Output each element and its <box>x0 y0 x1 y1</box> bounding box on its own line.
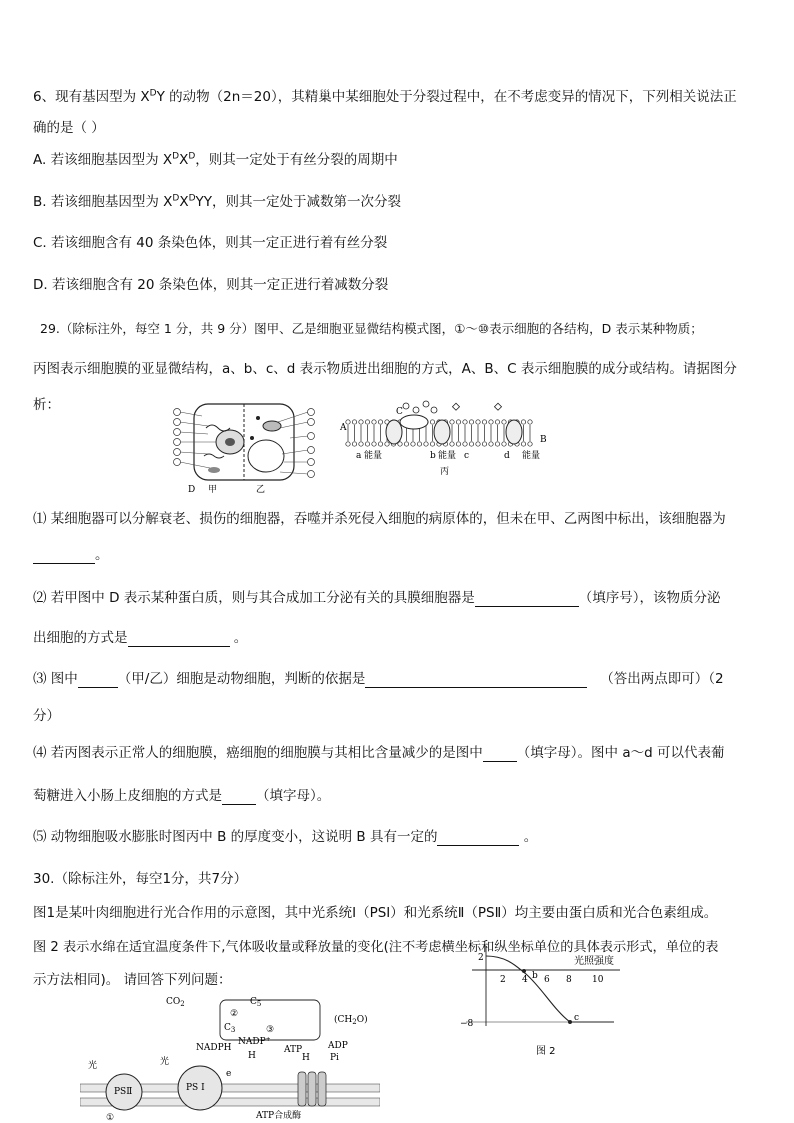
fig1-nadp: NADP+ <box>238 1036 271 1047</box>
fig1-adp: ADP <box>328 1041 348 1051</box>
q30-text-line1: 图1是某叶肉细胞进行光合作用的示意图，其中光系统Ⅰ（PSI）和光系统Ⅱ（PSⅡ）均主要由蛋白质和光合色素组成。 <box>33 905 718 921</box>
answer-blank-4[interactable] <box>78 673 118 688</box>
phospholipid-head <box>456 442 460 446</box>
fig1-atp: ATP <box>284 1045 303 1055</box>
q30-text-line3: 示方法相同)。 请回答下列问题： <box>33 972 232 988</box>
fig1-electron: e <box>226 1069 232 1079</box>
phospholipid-head <box>430 442 434 446</box>
fig2-x-tick: 8 <box>566 975 572 985</box>
phospholipid-head <box>469 420 473 424</box>
q6-option-c: C. 若该细胞含有 40 条染色体，则其一定正进行着有丝分裂 <box>33 235 388 251</box>
fig1-ps1: PS Ⅰ <box>186 1083 205 1093</box>
cell-structure-figure <box>168 398 328 496</box>
phospholipid-head <box>476 420 480 424</box>
q29-part1-line1: ⑴ 某细胞器可以分解衰老、损伤的细胞器，吞噬并杀死侵入细胞的病原体的，但未在甲、乙两图中标出，该细胞器为 <box>33 511 726 527</box>
phospholipid-head <box>476 442 480 446</box>
phospholipid-head <box>359 420 363 424</box>
fig2-x-tick: 2 <box>500 975 506 985</box>
fig2-point-c: c <box>574 1013 580 1023</box>
phospholipid-head <box>378 420 382 424</box>
fig1-h-2: H <box>302 1053 310 1063</box>
q29-part4-line2: 萄糖进入小肠上皮细胞的方式是 （填字母）。 <box>33 788 331 804</box>
q6-stem-line1: 6、现有基因型为 $X^DY$ 的动物（2n＝20），其精巢中某细胞处于分裂过程中，在不考虑变异的情况下，下列相关说法正 <box>33 88 737 105</box>
phospholipid-head <box>489 420 493 424</box>
fig2-x-tick: 6 <box>544 975 550 985</box>
fig2-y-bottom: −8 <box>460 1019 474 1029</box>
phospholipid-head <box>502 442 506 446</box>
q29-part2-line1: ⑵ 若甲图中 D 表示某种蛋白质，则与其合成加工分泌有关的具膜细胞器是 （填序号），该物质分泌 <box>33 590 721 606</box>
phospholipid-head <box>528 420 532 424</box>
phospholipid-head <box>463 442 467 446</box>
phospholipid-head <box>372 442 376 446</box>
answer-blank-8[interactable] <box>437 831 519 846</box>
cell-label-d: D <box>188 485 196 495</box>
membrane-energy-1: 能量 <box>364 451 383 461</box>
q29-part3-line2: 分） <box>33 708 60 724</box>
fig1-pi: Pi <box>330 1053 339 1063</box>
figure-2-graph <box>456 942 626 1058</box>
q29-part2-line2: 出细胞的方式是 。 <box>33 630 248 646</box>
fig1-nadph: NADPH <box>196 1043 232 1053</box>
cell-label-yi: 乙 <box>256 485 266 495</box>
fig1-ch2o: $(CH_2O)$ <box>334 1015 368 1026</box>
phospholipid-head <box>365 420 369 424</box>
q29-intro-line1: 29.（除标注外，每空 1 分，共 9 分）图甲、乙是细胞亚显微结构模式图，①～⑩表示细胞的各结构，D 表示某种物质； <box>40 321 703 336</box>
phospholipid-head <box>521 442 525 446</box>
q29-part5: ⑸ 动物细胞吸水膨胀时图丙中 B 的厚度变小，这说明 B 具有一定的 。 <box>33 829 538 845</box>
phospholipid-head <box>456 420 460 424</box>
phospholipid-head <box>359 442 363 446</box>
fig1-atp-synthase: ATP合成酶 <box>256 1111 302 1121</box>
phospholipid-head <box>346 442 350 446</box>
fig1-light-2: 光 <box>160 1057 170 1067</box>
phospholipid-head <box>450 442 454 446</box>
cell-label-jia: 甲 <box>208 485 218 495</box>
phospholipid-head <box>352 442 356 446</box>
phospholipid-head <box>450 420 454 424</box>
phospholipid-head <box>430 420 434 424</box>
phospholipid-head <box>482 420 486 424</box>
membrane-energy-2: 能量 <box>438 451 457 461</box>
fig2-title: 图 2 <box>536 1046 556 1057</box>
q29-intro-line2: 丙图表示细胞膜的亚显微结构，a、b、c、d 表示物质进出细胞的方式，A、B、C 表示细胞膜的成分或结构。请据图分 <box>33 361 737 377</box>
fig1-step-2: ② <box>230 1009 239 1019</box>
membrane-label-d: d <box>504 451 510 461</box>
phospholipid-head <box>489 442 493 446</box>
answer-blank-6[interactable] <box>483 747 517 762</box>
answer-blank-5[interactable] <box>365 673 587 688</box>
membrane-label-A: A <box>340 423 347 433</box>
q29-part4-line1: ⑷ 若丙图表示正常人的细胞膜，癌细胞的细胞膜与其相比含量减少的是图中 （填字母）。图中 a～d 可以代表葡 <box>33 745 725 761</box>
phospholipid-head <box>463 420 467 424</box>
phospholipid-head <box>521 420 525 424</box>
phospholipid-head <box>417 442 421 446</box>
fig1-c5: $C_5$ <box>250 997 262 1008</box>
phospholipid-head <box>404 442 408 446</box>
q30-heading: 30.（除标注外，每空1分，共7分） <box>33 871 248 887</box>
membrane-label-B: B <box>540 435 547 445</box>
phospholipid-head <box>411 442 415 446</box>
q6-stem-line2: 确的是（ ） <box>33 120 105 136</box>
membrane-label-bing: 丙 <box>440 467 450 477</box>
phospholipid-head <box>385 442 389 446</box>
phospholipid-head <box>482 442 486 446</box>
q30-text-line2: 图 2 表示水绵在适宜温度条件下,气体吸收量或释放量的变化(注不考虑横坐标和纵坐标单位的具体表示形式，单位的表 <box>33 940 719 955</box>
answer-blank-1[interactable] <box>33 549 95 564</box>
q6-option-d: D. 若该细胞含有 20 条染色体，则其一定正进行着减数分裂 <box>33 277 389 293</box>
fig1-step-1: ① <box>106 1113 115 1123</box>
fig2-y-top: 2 <box>478 953 484 963</box>
q29-part3-line1: ⑶ 图中 （甲/乙）细胞是动物细胞，判断的依据是 （答出两点即可）（2 <box>33 671 724 687</box>
figure-1-photosynthesis <box>80 992 380 1123</box>
phospholipid-head <box>352 420 356 424</box>
fig2-x-tick: 4 <box>522 975 528 985</box>
fig1-step-3: ③ <box>266 1025 275 1035</box>
q6-option-b: B. 若该细胞基因型为 $X^DX^DYY$，则其一定处于减数第一次分裂 <box>33 193 402 210</box>
fig1-c3: $C_3$ <box>224 1023 236 1034</box>
answer-blank-7[interactable] <box>222 790 256 805</box>
fig2-point-b: b <box>532 971 538 981</box>
q29-part1-line2: 。 <box>33 546 109 564</box>
membrane-label-c: c <box>464 451 470 461</box>
fig2-x-tick: 10 <box>592 975 604 985</box>
answer-blank-3[interactable] <box>128 632 230 647</box>
phospholipid-head <box>372 420 376 424</box>
q6-option-a: A. 若该细胞基因型为 $X^DX^D$，则其一定处于有丝分裂的周期中 <box>33 151 398 168</box>
phospholipid-head <box>495 442 499 446</box>
phospholipid-head <box>424 442 428 446</box>
membrane-figure <box>336 400 550 478</box>
membrane-label-C: C <box>396 407 403 417</box>
fig2-axis-label: 光照强度 <box>574 956 614 967</box>
fig1-light-1: 光 <box>88 1061 98 1071</box>
phospholipid-head <box>495 420 499 424</box>
phospholipid-head <box>528 442 532 446</box>
phospholipid-head <box>469 442 473 446</box>
membrane-label-a: a <box>356 451 362 461</box>
fig1-co2: $CO_2$ <box>166 997 185 1008</box>
fig1-ps2: PSⅡ <box>114 1087 133 1097</box>
fig1-h-1: H <box>248 1051 256 1061</box>
phospholipid-head <box>365 442 369 446</box>
phospholipid-head <box>378 442 382 446</box>
answer-blank-2[interactable] <box>475 592 579 607</box>
phospholipid-head <box>502 420 506 424</box>
q29-intro-line3: 析： <box>33 397 60 413</box>
membrane-energy-3: 能量 <box>522 451 541 461</box>
membrane-label-b: b <box>430 451 436 461</box>
